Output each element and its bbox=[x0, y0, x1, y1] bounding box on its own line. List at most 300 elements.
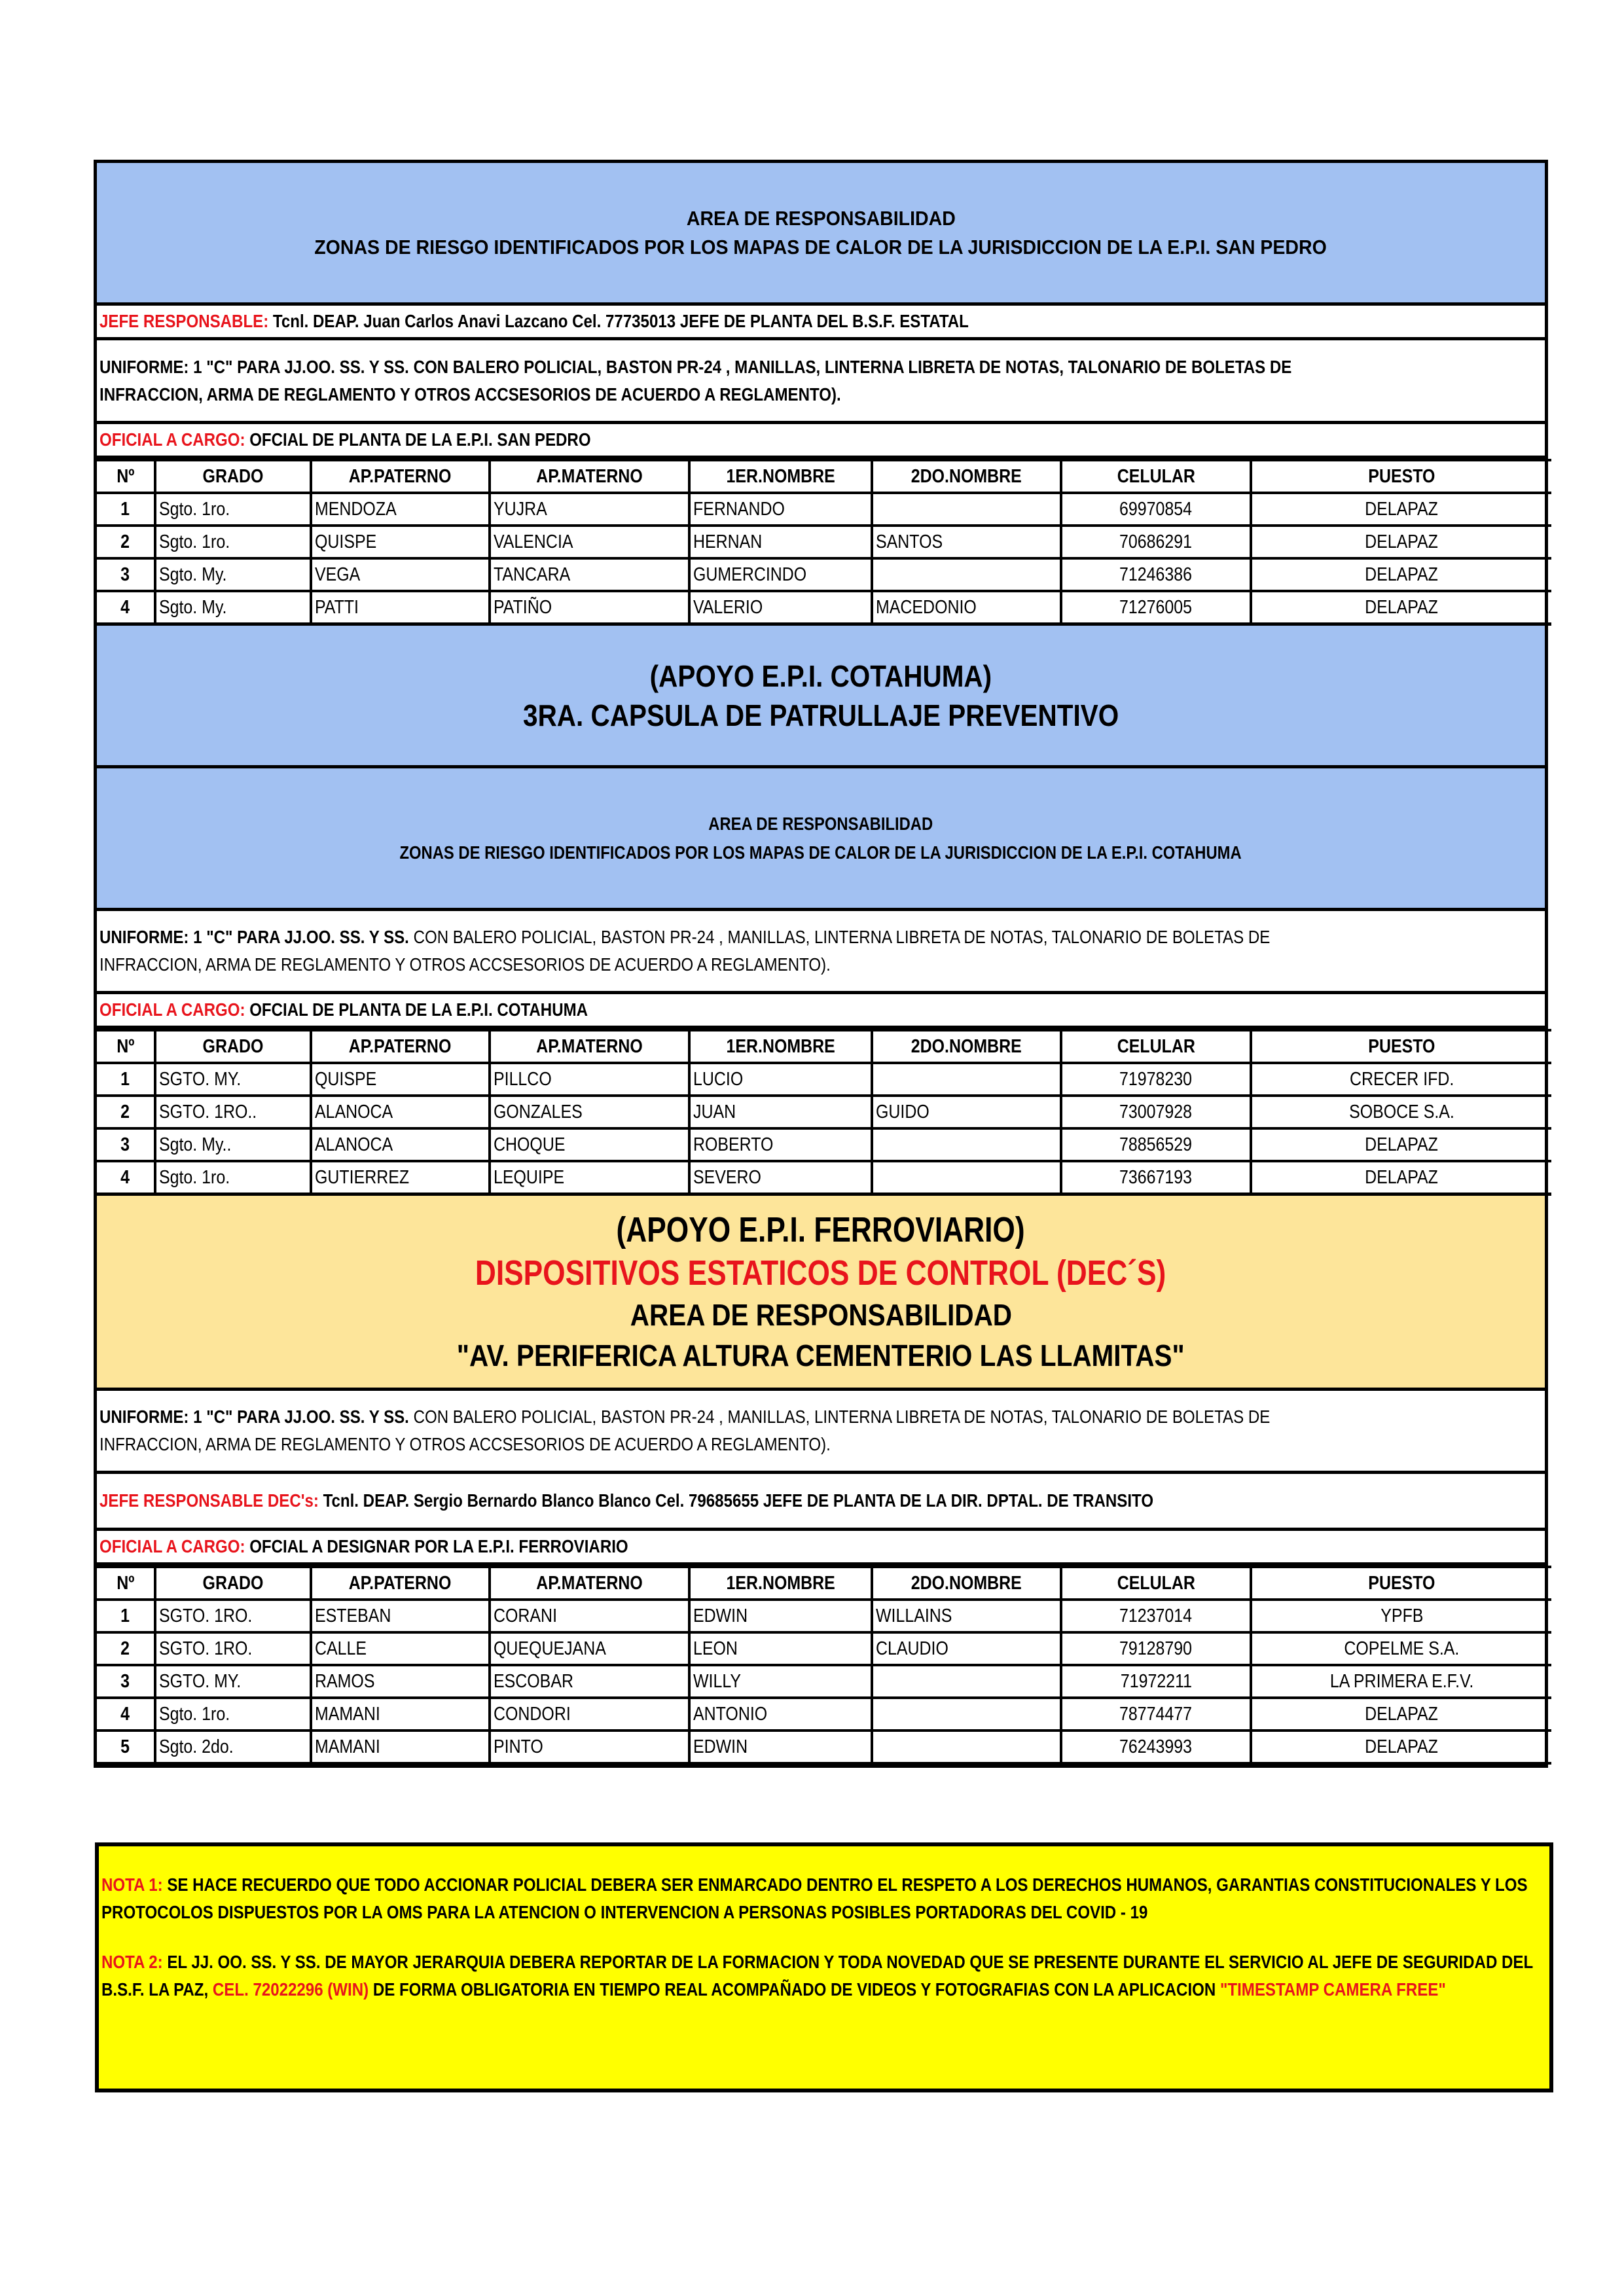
column-header bbox=[155, 1030, 311, 1063]
cell-materno bbox=[490, 1063, 689, 1096]
cell-n bbox=[97, 591, 155, 624]
cell-materno bbox=[490, 1600, 689, 1632]
column-header-label: 1ER.NOMBRE bbox=[726, 1572, 835, 1594]
table-row bbox=[97, 1063, 1551, 1096]
nombre1-value: WILLY bbox=[693, 1670, 742, 1692]
section3-uniforme-row bbox=[97, 1391, 1545, 1474]
nombre2-value: WILLAINS bbox=[876, 1605, 952, 1626]
cell-grado bbox=[155, 1096, 311, 1128]
section3-title-line1: (APOYO E.P.I. FERROVIARIO) bbox=[616, 1210, 1026, 1249]
materno-value: PILLCO bbox=[494, 1068, 552, 1090]
cell-nombre1 bbox=[689, 1731, 872, 1763]
section1-header bbox=[97, 163, 1545, 306]
paterno-value: VEGA bbox=[315, 564, 361, 585]
column-header-label: Nº bbox=[116, 1572, 135, 1594]
nombre1-value: VALERIO bbox=[693, 596, 763, 618]
cell-materno bbox=[490, 591, 689, 624]
celular-value: 76243993 bbox=[1119, 1736, 1193, 1757]
deployment-sheet bbox=[94, 160, 1548, 1768]
cell-nombre2 bbox=[872, 1731, 1061, 1763]
cell-paterno bbox=[311, 591, 490, 624]
cell-puesto bbox=[1251, 591, 1551, 624]
n-value: 1 bbox=[120, 1068, 130, 1090]
column-header-label: Nº bbox=[116, 465, 135, 487]
cell-materno bbox=[490, 526, 689, 558]
nombre2-value: SANTOS bbox=[876, 531, 943, 552]
cell-nombre1 bbox=[689, 1128, 872, 1161]
celular-value: 69970854 bbox=[1119, 498, 1193, 520]
cell-materno bbox=[490, 493, 689, 526]
cell-n bbox=[97, 1698, 155, 1731]
nombre1-value: ROBERTO bbox=[693, 1134, 774, 1155]
section1-jefe-row bbox=[97, 306, 1545, 340]
grado-value: Sgto. My.. bbox=[159, 1134, 232, 1155]
celular-value: 71972211 bbox=[1120, 1670, 1192, 1692]
grado-value: SGTO. MY. bbox=[159, 1068, 242, 1090]
n-value: 4 bbox=[120, 1166, 130, 1188]
uniforme-bold: UNIFORME: 1 "C" PARA JJ.OO. SS. Y SS. bbox=[99, 927, 409, 947]
grado-value: Sgto. 1ro. bbox=[159, 498, 230, 520]
nombre2-value: MACEDONIO bbox=[876, 596, 977, 618]
column-header-label: AP.MATERNO bbox=[536, 465, 643, 487]
grado-value: Sgto. 1ro. bbox=[159, 1703, 230, 1725]
jefe-value: Tcnl. DEAP. Sergio Bernardo Blanco Blanco Cel. 79685655 JEFE DE PLANTA DE LA DIR. DPTAL. DE TRANSITO bbox=[318, 1490, 1154, 1511]
column-header bbox=[689, 1567, 872, 1600]
n-value: 1 bbox=[120, 498, 130, 520]
cell-paterno bbox=[311, 1632, 490, 1665]
column-header bbox=[1061, 460, 1251, 493]
cell-puesto bbox=[1251, 1665, 1551, 1698]
table-row bbox=[97, 1632, 1551, 1665]
cell-puesto bbox=[1251, 1731, 1551, 1763]
nombre1-value: LEON bbox=[693, 1638, 738, 1659]
column-header bbox=[872, 460, 1061, 493]
puesto-value: DELAPAZ bbox=[1365, 564, 1439, 585]
cell-paterno bbox=[311, 1731, 490, 1763]
cell-nombre1 bbox=[689, 558, 872, 591]
puesto-value: CRECER IFD. bbox=[1349, 1068, 1454, 1090]
cell-grado bbox=[155, 558, 311, 591]
section2-oficial-row bbox=[97, 994, 1545, 1029]
puesto-value: DELAPAZ bbox=[1365, 498, 1439, 520]
materno-value: ESCOBAR bbox=[494, 1670, 573, 1692]
cell-grado bbox=[155, 1063, 311, 1096]
paterno-value: PATTI bbox=[315, 596, 359, 618]
oficial-value: OFCIAL DE PLANTA DE LA E.P.I. COTAHUMA bbox=[245, 999, 588, 1020]
cell-paterno bbox=[311, 526, 490, 558]
cell-n bbox=[97, 1096, 155, 1128]
column-header bbox=[1061, 1030, 1251, 1063]
cell-n bbox=[97, 1632, 155, 1665]
cell-paterno bbox=[311, 558, 490, 591]
cell-nombre1 bbox=[689, 493, 872, 526]
puesto-value: DELAPAZ bbox=[1365, 1166, 1439, 1188]
materno-value: QUEQUEJANA bbox=[494, 1638, 606, 1659]
celular-value: 71276005 bbox=[1119, 596, 1193, 618]
section3-title-line4: "AV. PERIFERICA ALTURA CEMENTERIO LAS LLAMITAS" bbox=[457, 1338, 1185, 1372]
nota2-label: NOTA 2: bbox=[101, 1952, 163, 1972]
column-header-label: 1ER.NOMBRE bbox=[726, 465, 835, 487]
cell-grado bbox=[155, 1632, 311, 1665]
cell-paterno bbox=[311, 1063, 490, 1096]
cell-grado bbox=[155, 591, 311, 624]
nombre1-value: EDWIN bbox=[693, 1605, 748, 1626]
puesto-value: DELAPAZ bbox=[1365, 596, 1439, 618]
cell-paterno bbox=[311, 1161, 490, 1194]
paterno-value: GUTIERREZ bbox=[315, 1166, 410, 1188]
cell-materno bbox=[490, 1161, 689, 1194]
uniforme-text: UNIFORME: 1 "C" PARA JJ.OO. SS. Y SS. CON BALERO POLICIAL, BASTON PR-24 , MANILLAS, LINTERNA LIBRETA DE NOTAS, TALONARIO DE BOLETAS DE INFRACCION, ARMA DE REGLAMENTO Y OTROS ACCSESORIOS DE ACUERDO A REGLAMENTO). bbox=[99, 356, 1292, 404]
column-header bbox=[155, 1567, 311, 1600]
materno-value: CHOQUE bbox=[494, 1134, 566, 1155]
notes-box bbox=[95, 1842, 1553, 2092]
cell-puesto bbox=[1251, 558, 1551, 591]
materno-value: PINTO bbox=[494, 1736, 543, 1757]
cell-n bbox=[97, 1161, 155, 1194]
column-header bbox=[689, 1030, 872, 1063]
section3-title-line2: DISPOSITIVOS ESTATICOS DE CONTROL (DEC´S) bbox=[475, 1253, 1166, 1293]
cell-grado bbox=[155, 1731, 311, 1763]
n-value: 3 bbox=[120, 564, 130, 585]
oficial-label: OFICIAL A CARGO: bbox=[99, 429, 245, 450]
column-header-label: PUESTO bbox=[1368, 465, 1435, 487]
cell-celular bbox=[1061, 1161, 1251, 1194]
cell-paterno bbox=[311, 1128, 490, 1161]
section2-uniforme-row bbox=[97, 911, 1545, 994]
cell-n bbox=[97, 493, 155, 526]
cell-celular bbox=[1061, 1632, 1251, 1665]
puesto-value: SOBOCE S.A. bbox=[1349, 1101, 1454, 1122]
cell-grado bbox=[155, 1600, 311, 1632]
cell-nombre1 bbox=[689, 1632, 872, 1665]
n-value: 2 bbox=[120, 1101, 130, 1122]
column-header bbox=[872, 1030, 1061, 1063]
section1-uniforme-row bbox=[97, 340, 1545, 424]
cell-celular bbox=[1061, 1063, 1251, 1096]
grado-value: Sgto. 1ro. bbox=[159, 1166, 230, 1188]
cell-nombre1 bbox=[689, 1096, 872, 1128]
column-header-label: AP.PATERNO bbox=[349, 1035, 452, 1057]
cell-nombre2 bbox=[872, 558, 1061, 591]
cell-nombre2 bbox=[872, 493, 1061, 526]
column-header bbox=[872, 1567, 1061, 1600]
column-header-label: 2DO.NOMBRE bbox=[911, 1035, 1022, 1057]
section3-title bbox=[97, 1196, 1545, 1391]
section1-header-line2: ZONAS DE RIESGO IDENTIFICADOS POR LOS MAPAS DE CALOR DE LA JURISDICCION DE LA E.P.I. SAN PEDRO bbox=[314, 235, 1327, 259]
column-header bbox=[311, 1030, 490, 1063]
column-header-label: AP.MATERNO bbox=[536, 1035, 643, 1057]
oficial-value: OFCIAL A DESIGNAR POR LA E.P.I. FERROVIARIO bbox=[245, 1536, 628, 1556]
celular-value: 73667193 bbox=[1119, 1166, 1193, 1188]
column-header-label: CELULAR bbox=[1117, 1035, 1195, 1057]
cell-celular bbox=[1061, 1665, 1251, 1698]
cell-n bbox=[97, 1600, 155, 1632]
table-row bbox=[97, 493, 1551, 526]
nombre2-value: CLAUDIO bbox=[876, 1638, 948, 1659]
section1-table bbox=[97, 459, 1551, 626]
column-header bbox=[97, 460, 155, 493]
column-header bbox=[1251, 1030, 1551, 1063]
cell-celular bbox=[1061, 526, 1251, 558]
jefe-label: JEFE RESPONSABLE DEC's: bbox=[99, 1490, 319, 1511]
nota2 bbox=[101, 1948, 1543, 2003]
grado-value: SGTO. 1RO. bbox=[159, 1638, 253, 1659]
cell-puesto bbox=[1251, 1632, 1551, 1665]
oficial-label: OFICIAL A CARGO: bbox=[99, 999, 245, 1020]
cell-nombre2 bbox=[872, 591, 1061, 624]
cell-celular bbox=[1061, 493, 1251, 526]
section2-title-line1: (APOYO E.P.I. COTAHUMA) bbox=[649, 658, 992, 693]
celular-value: 78774477 bbox=[1119, 1703, 1193, 1725]
n-value: 2 bbox=[120, 531, 130, 552]
cell-n bbox=[97, 1063, 155, 1096]
cell-materno bbox=[490, 1698, 689, 1731]
cell-puesto bbox=[1251, 1063, 1551, 1096]
cell-paterno bbox=[311, 1600, 490, 1632]
n-value: 2 bbox=[120, 1638, 130, 1659]
column-header-label: PUESTO bbox=[1368, 1572, 1435, 1594]
column-header bbox=[490, 460, 689, 493]
cell-nombre1 bbox=[689, 1161, 872, 1194]
column-header bbox=[155, 460, 311, 493]
puesto-value: COPELME S.A. bbox=[1344, 1638, 1460, 1659]
paterno-value: ALANOCA bbox=[315, 1101, 393, 1122]
paterno-value: QUISPE bbox=[315, 531, 377, 552]
column-header bbox=[97, 1567, 155, 1600]
column-header-label: CELULAR bbox=[1117, 1572, 1195, 1594]
cell-celular bbox=[1061, 1600, 1251, 1632]
cell-nombre1 bbox=[689, 1665, 872, 1698]
column-header-label: 2DO.NOMBRE bbox=[911, 1572, 1022, 1594]
nota2-cel: CEL. 72022296 (WIN) bbox=[212, 1979, 369, 2000]
cell-puesto bbox=[1251, 1096, 1551, 1128]
nota2-text-b: DE FORMA OBLIGATORIA EN TIEMPO REAL ACOMPAÑADO DE VIDEOS Y FOTOGRAFIAS CON LA APLICACION bbox=[369, 1979, 1220, 2000]
cell-nombre2 bbox=[872, 1698, 1061, 1731]
section3-table bbox=[97, 1566, 1551, 1765]
materno-value: LEQUIPE bbox=[494, 1166, 565, 1188]
column-header-label: Nº bbox=[116, 1035, 135, 1057]
table-row bbox=[97, 1698, 1551, 1731]
section3-title-line3: AREA DE RESPONSABILIDAD bbox=[630, 1297, 1012, 1332]
cell-paterno bbox=[311, 493, 490, 526]
column-header bbox=[689, 460, 872, 493]
cell-grado bbox=[155, 1665, 311, 1698]
cell-puesto bbox=[1251, 1600, 1551, 1632]
column-header-label: AP.PATERNO bbox=[349, 1572, 452, 1594]
cell-materno bbox=[490, 1096, 689, 1128]
celular-value: 71978230 bbox=[1119, 1068, 1193, 1090]
cell-nombre2 bbox=[872, 1600, 1061, 1632]
table-row bbox=[97, 1096, 1551, 1128]
celular-value: 78856529 bbox=[1119, 1134, 1193, 1155]
nombre1-value: FERNANDO bbox=[693, 498, 785, 520]
cell-nombre1 bbox=[689, 591, 872, 624]
column-header bbox=[97, 1030, 155, 1063]
uniforme-bold: UNIFORME: 1 "C" PARA JJ.OO. SS. Y SS. bbox=[99, 1407, 409, 1427]
column-header-label: CELULAR bbox=[1117, 465, 1195, 487]
puesto-value: DELAPAZ bbox=[1365, 1736, 1439, 1757]
table-row bbox=[97, 1600, 1551, 1632]
section2-header bbox=[97, 768, 1545, 911]
section3-oficial-row bbox=[97, 1531, 1545, 1566]
section1-oficial-row bbox=[97, 424, 1545, 459]
table-row bbox=[97, 1161, 1551, 1194]
cell-grado bbox=[155, 1698, 311, 1731]
nota1-text: SE HACE RECUERDO QUE TODO ACCIONAR POLICIAL DEBERA SER ENMARCADO DENTRO EL RESPETO A LOS DERECHOS HUMANOS, GARANTIAS CONSTITUCIONALES Y LOS PROTOCOLOS DISPUESTOS POR LA OMS PARA LA ATENCION O INTERVENCION A PERSONAS POSIBLES PORTADORAS DEL COVID - 19 bbox=[101, 1874, 1528, 1922]
paterno-value: ALANOCA bbox=[315, 1134, 393, 1155]
grado-value: Sgto. 1ro. bbox=[159, 531, 230, 552]
table-header-row bbox=[97, 1030, 1551, 1063]
cell-nombre1 bbox=[689, 1063, 872, 1096]
paterno-value: ESTEBAN bbox=[315, 1605, 391, 1626]
jefe-label: JEFE RESPONSABLE: bbox=[99, 311, 269, 331]
materno-value: PATIÑO bbox=[494, 596, 552, 618]
cell-n bbox=[97, 1128, 155, 1161]
uniforme-rest: CON BALERO POLICIAL, BASTON PR-24 , MANILLAS, LINTERNA LIBRETA DE NOTAS, TALONARIO DE BOLETAS DE INFRACCION, ARMA DE REGLAMENTO Y OTROS ACCSESORIOS DE ACUERDO A REGLAMENTO). bbox=[99, 1407, 1271, 1454]
cell-n bbox=[97, 526, 155, 558]
column-header-label: GRADO bbox=[202, 1572, 264, 1594]
cell-celular bbox=[1061, 1698, 1251, 1731]
cell-nombre2 bbox=[872, 1161, 1061, 1194]
cell-celular bbox=[1061, 1731, 1251, 1763]
section3-jefe-row bbox=[97, 1474, 1545, 1531]
cell-n bbox=[97, 558, 155, 591]
column-header-label: GRADO bbox=[202, 1035, 264, 1057]
materno-value: CORANI bbox=[494, 1605, 558, 1626]
oficial-label: OFICIAL A CARGO: bbox=[99, 1536, 245, 1556]
column-header bbox=[311, 460, 490, 493]
column-header-label: 2DO.NOMBRE bbox=[911, 465, 1022, 487]
cell-nombre1 bbox=[689, 1600, 872, 1632]
n-value: 3 bbox=[120, 1134, 130, 1155]
cell-puesto bbox=[1251, 526, 1551, 558]
section2-title bbox=[97, 626, 1545, 768]
cell-nombre2 bbox=[872, 1128, 1061, 1161]
column-header bbox=[1061, 1567, 1251, 1600]
table-row bbox=[97, 558, 1551, 591]
puesto-value: DELAPAZ bbox=[1365, 531, 1439, 552]
nota2-app: "TIMESTAMP CAMERA FREE" bbox=[1219, 1979, 1446, 2000]
cell-nombre1 bbox=[689, 1698, 872, 1731]
column-header-label: AP.PATERNO bbox=[349, 465, 452, 487]
materno-value: VALENCIA bbox=[494, 531, 573, 552]
nombre1-value: ANTONIO bbox=[693, 1703, 768, 1725]
puesto-value: DELAPAZ bbox=[1365, 1134, 1439, 1155]
nombre1-value: SEVERO bbox=[693, 1166, 761, 1188]
cell-grado bbox=[155, 526, 311, 558]
column-header bbox=[490, 1567, 689, 1600]
cell-materno bbox=[490, 1632, 689, 1665]
n-value: 4 bbox=[120, 1703, 130, 1725]
table-row bbox=[97, 591, 1551, 624]
column-header-label: GRADO bbox=[202, 465, 264, 487]
cell-materno bbox=[490, 1128, 689, 1161]
celular-value: 71237014 bbox=[1119, 1605, 1193, 1626]
nota2-text-a: EL JJ. OO. SS. Y SS. DE MAYOR JERARQUIA DEBERA REPORTAR DE LA FORMACION Y TODA NOVEDAD QUE SE PRESENTE DURANTE EL SERVICIO AL JEFE DE SEGURIDAD DEL B.S.F. LA PAZ, bbox=[101, 1952, 1533, 2000]
cell-materno bbox=[490, 558, 689, 591]
nombre1-value: EDWIN bbox=[693, 1736, 748, 1757]
nombre2-value: GUIDO bbox=[876, 1101, 929, 1122]
jefe-value: Tcnl. DEAP. Juan Carlos Anavi Lazcano Cel. 77735013 JEFE DE PLANTA DEL B.S.F. ESTATAL bbox=[268, 311, 969, 331]
celular-value: 71246386 bbox=[1119, 564, 1193, 585]
materno-value: TANCARA bbox=[494, 564, 571, 585]
cell-paterno bbox=[311, 1096, 490, 1128]
grado-value: SGTO. MY. bbox=[159, 1670, 242, 1692]
paterno-value: CALLE bbox=[315, 1638, 367, 1659]
uniforme-rest: CON BALERO POLICIAL, BASTON PR-24 , MANILLAS, LINTERNA LIBRETA DE NOTAS, TALONARIO DE BOLETAS DE INFRACCION, ARMA DE REGLAMENTO Y OTROS ACCSESORIOS DE ACUERDO A REGLAMENTO). bbox=[99, 927, 1271, 975]
nombre1-value: GUMERCINDO bbox=[693, 564, 807, 585]
cell-nombre2 bbox=[872, 526, 1061, 558]
materno-value: CONDORI bbox=[494, 1703, 571, 1725]
section2-table bbox=[97, 1029, 1551, 1196]
section1-header-line1: AREA DE RESPONSABILIDAD bbox=[686, 206, 956, 230]
section2-header-line2: ZONAS DE RIESGO IDENTIFICADOS POR LOS MAPAS DE CALOR DE LA JURISDICCION DE LA E.P.I. COTAHUMA bbox=[399, 842, 1242, 863]
cell-paterno bbox=[311, 1665, 490, 1698]
cell-puesto bbox=[1251, 1161, 1551, 1194]
paterno-value: MAMANI bbox=[315, 1703, 380, 1725]
cell-grado bbox=[155, 493, 311, 526]
cell-celular bbox=[1061, 591, 1251, 624]
paterno-value: MAMANI bbox=[315, 1736, 380, 1757]
grado-value: Sgto. My. bbox=[159, 596, 227, 618]
section2-header-line1: AREA DE RESPONSABILIDAD bbox=[708, 813, 933, 834]
cell-nombre2 bbox=[872, 1665, 1061, 1698]
table-row bbox=[97, 1665, 1551, 1698]
puesto-value: LA PRIMERA E.F.V. bbox=[1329, 1670, 1474, 1692]
grado-value: SGTO. 1RO.. bbox=[159, 1101, 257, 1122]
table-row bbox=[97, 526, 1551, 558]
cell-materno bbox=[490, 1665, 689, 1698]
grado-value: Sgto. My. bbox=[159, 564, 227, 585]
nota1 bbox=[101, 1871, 1543, 1926]
celular-value: 73007928 bbox=[1119, 1101, 1193, 1122]
cell-grado bbox=[155, 1128, 311, 1161]
nombre1-value: JUAN bbox=[693, 1101, 736, 1122]
puesto-value: DELAPAZ bbox=[1365, 1703, 1439, 1725]
n-value: 3 bbox=[120, 1670, 130, 1692]
celular-value: 79128790 bbox=[1119, 1638, 1193, 1659]
nota1-label: NOTA 1: bbox=[101, 1874, 163, 1895]
column-header bbox=[311, 1567, 490, 1600]
celular-value: 70686291 bbox=[1119, 531, 1193, 552]
cell-nombre2 bbox=[872, 1063, 1061, 1096]
column-header-label: AP.MATERNO bbox=[536, 1572, 643, 1594]
table-header-row bbox=[97, 460, 1551, 493]
paterno-value: RAMOS bbox=[315, 1670, 375, 1692]
column-header bbox=[1251, 1567, 1551, 1600]
cell-paterno bbox=[311, 1698, 490, 1731]
table-row bbox=[97, 1128, 1551, 1161]
cell-nombre2 bbox=[872, 1632, 1061, 1665]
paterno-value: MENDOZA bbox=[315, 498, 397, 520]
puesto-value: YPFB bbox=[1380, 1605, 1424, 1626]
nombre1-value: HERNAN bbox=[693, 531, 763, 552]
materno-value: YUJRA bbox=[494, 498, 547, 520]
n-value: 1 bbox=[120, 1605, 130, 1626]
cell-celular bbox=[1061, 1096, 1251, 1128]
cell-puesto bbox=[1251, 493, 1551, 526]
column-header-label: 1ER.NOMBRE bbox=[726, 1035, 835, 1057]
grado-value: SGTO. 1RO. bbox=[159, 1605, 253, 1626]
cell-materno bbox=[490, 1731, 689, 1763]
cell-grado bbox=[155, 1161, 311, 1194]
paterno-value: QUISPE bbox=[315, 1068, 377, 1090]
cell-celular bbox=[1061, 1128, 1251, 1161]
column-header bbox=[490, 1030, 689, 1063]
grado-value: Sgto. 2do. bbox=[159, 1736, 234, 1757]
cell-nombre1 bbox=[689, 526, 872, 558]
table-header-row bbox=[97, 1567, 1551, 1600]
